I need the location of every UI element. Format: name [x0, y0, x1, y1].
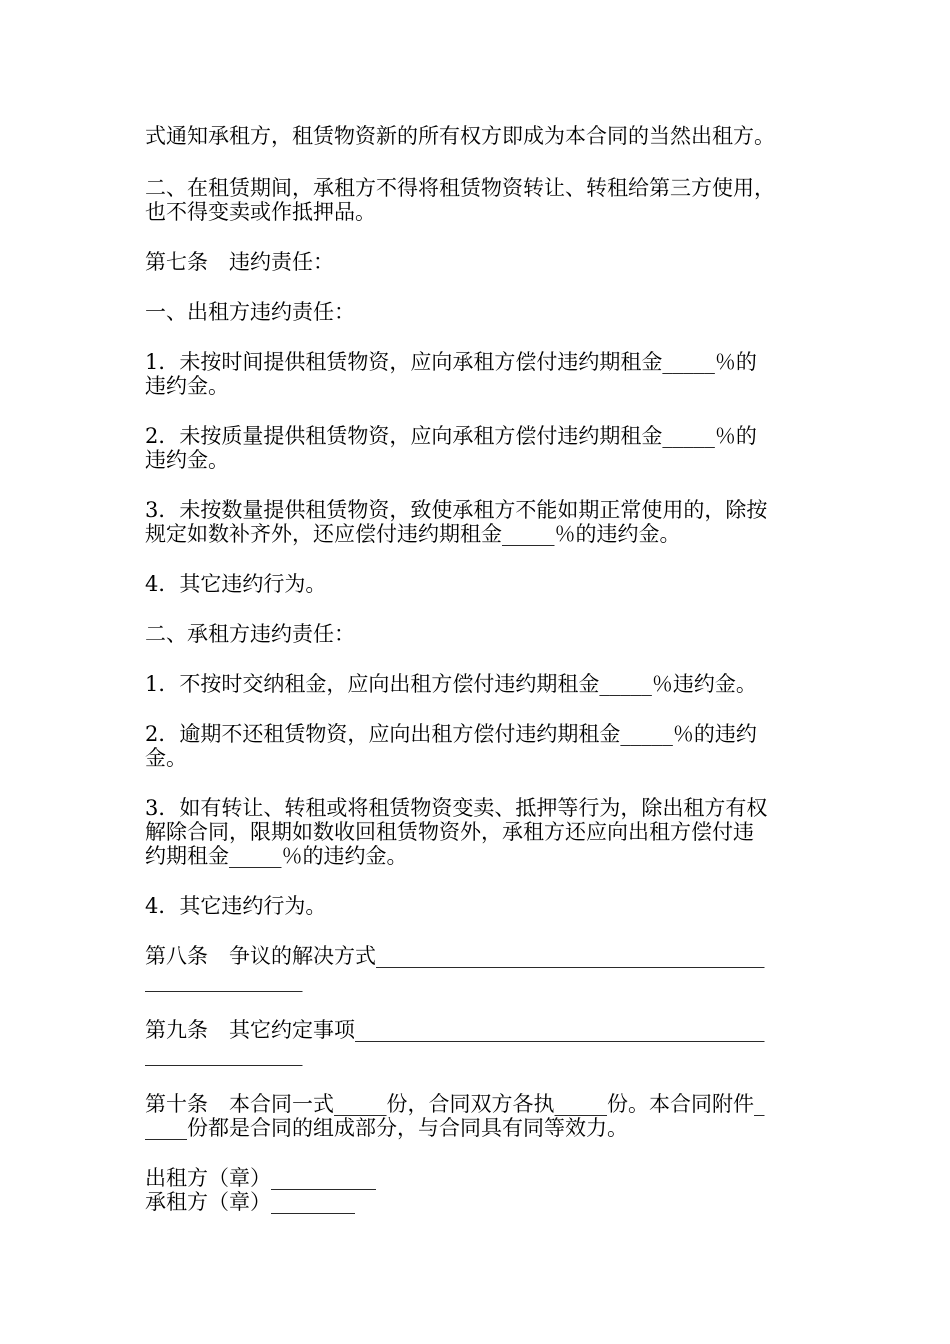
text-line: 3．未按数量提供租赁物资，致使承租方不能如期正常使用的，除按: [145, 498, 768, 522]
text-line: ____份都是合同的组成部分，与合同具有同等效力。: [145, 1116, 628, 1140]
text-line: 也不得变卖或作抵押品。: [145, 200, 376, 224]
text-line: 解除合同，限期如数收回租赁物资外，承租方还应向出租方偿付违: [145, 820, 754, 844]
text-line: 4．其它违约行为。: [145, 572, 327, 596]
article-heading: 第十条 本合同一式_____份，合同双方各执_____份。本合同附件_: [145, 1092, 765, 1116]
text-line: 规定如数补齐外，还应偿付违约期租金_____％的违约金。: [145, 522, 681, 546]
section-heading: 二、承租方违约责任：: [145, 622, 355, 646]
text-line: 约期租金_____％的违约金。: [145, 844, 408, 868]
text-line: 4．其它违约行为。: [145, 894, 327, 918]
article-heading: 第九条 其它约定事项_______________________________________: [145, 1018, 765, 1042]
article-heading: 第七条 违约责任：: [145, 250, 334, 274]
text-line: 金。: [145, 746, 187, 770]
blank-line: _______________: [145, 1042, 303, 1066]
text-line: 违约金。: [145, 374, 229, 398]
signature-line-lessor: 出租方（章）__________: [145, 1166, 376, 1190]
text-line: 1．未按时间提供租赁物资，应向承租方偿付违约期租金_____％的: [145, 350, 757, 374]
blank-line: _______________: [145, 968, 303, 992]
section-heading: 一、出租方违约责任：: [145, 300, 355, 324]
article-heading: 第八条 争议的解决方式_____________________________________: [145, 944, 765, 968]
text-line: 二、在租赁期间，承租方不得将租赁物资转让、转租给第三方使用，: [145, 176, 775, 200]
text-line: 式通知承租方，租赁物资新的所有权方即成为本合同的当然出租方。: [145, 124, 775, 148]
text-line: 2．未按质量提供租赁物资，应向承租方偿付违约期租金_____％的: [145, 424, 757, 448]
text-line: 2．逾期不还租赁物资，应向出租方偿付违约期租金_____％的违约: [145, 722, 757, 746]
text-line: 违约金。: [145, 448, 229, 472]
text-line: 3．如有转让、转租或将租赁物资变卖、抵押等行为，除出租方有权: [145, 796, 768, 820]
text-line: 1．不按时交纳租金，应向出租方偿付违约期租金_____％违约金。: [145, 672, 757, 696]
signature-line-lessee: 承租方（章）________: [145, 1190, 355, 1214]
